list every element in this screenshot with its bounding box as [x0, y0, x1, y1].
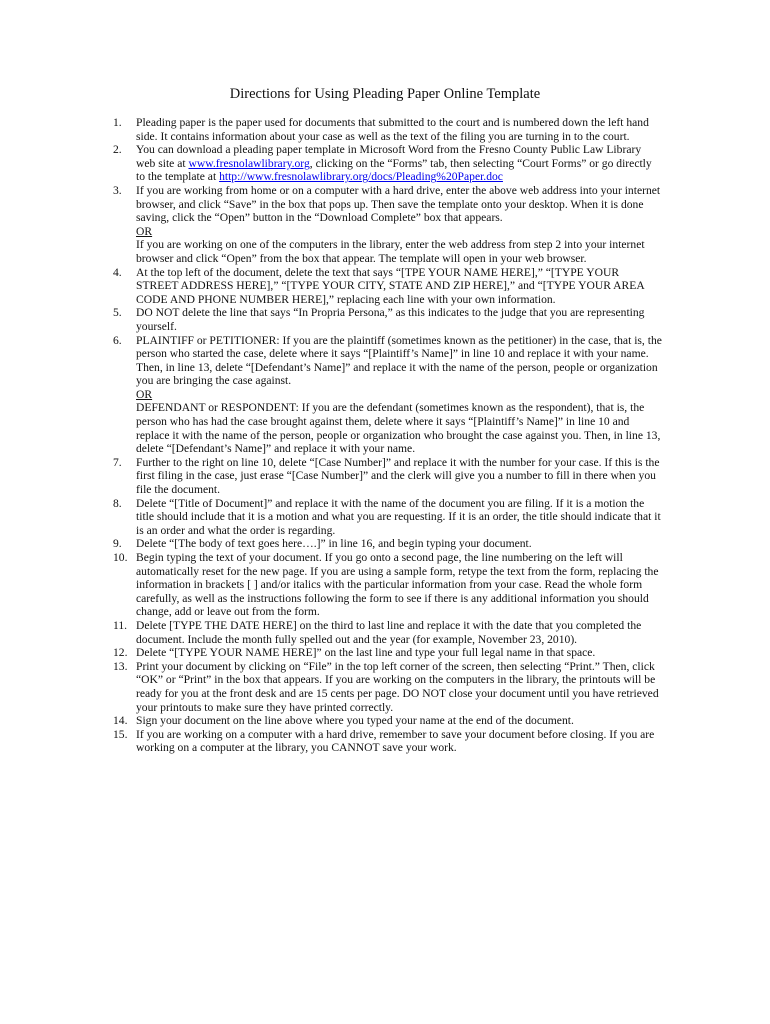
item-number: 2. — [113, 143, 122, 157]
item-number: 13. — [113, 659, 128, 673]
list-item — [113, 714, 663, 728]
item-number: 5. — [113, 306, 122, 320]
item-text: DO NOT delete the line that says “In Propria Persona,” as this indicates to the judge that you are representing yourself. — [136, 306, 645, 333]
item-number: 1. — [113, 116, 122, 129]
list-item — [113, 266, 663, 307]
item-text: Sign your document on the line above where you typed your name at the end of the document. — [136, 714, 574, 728]
list-item — [113, 660, 663, 714]
library-website-link[interactable]: www.fresnolawlibrary.org — [188, 156, 310, 170]
item-text: If you are working on a computer with a hard drive, remember to save your document before closing. If you are working on a computer at the library, you CANNOT save your work. — [136, 727, 655, 755]
list-item — [113, 646, 663, 660]
or-separator: OR — [136, 387, 153, 401]
directions-list — [113, 116, 663, 755]
item-number: 3. — [113, 183, 122, 197]
template-download-link[interactable]: http://www.fresnolawlibrary.org/docs/Pleading%20Paper.doc — [219, 170, 503, 184]
list-item — [113, 551, 663, 619]
item-text-alternative: DEFENDANT or RESPONDENT: If you are the defendant (sometimes known as the respondent), that is, the person who has had the case brought against them, delete where it says “[Plaintiff’s Name]” in line 10 and replace it with the name of the person, people or organization who brought the case against you. Then, in line 13, delete “[Defendant’s Name]” and replace it with your name. — [136, 401, 661, 456]
item-number: 4. — [113, 265, 122, 279]
list-item — [113, 619, 663, 646]
list-item — [113, 537, 663, 551]
item-text: Delete “[TYPE YOUR NAME HERE]” on the last line and type your full legal name in that space. — [136, 646, 596, 660]
list-item — [113, 456, 663, 497]
item-number: 12. — [113, 646, 128, 660]
item-text — [136, 143, 663, 184]
item-number: 7. — [113, 455, 122, 469]
list-item — [113, 306, 663, 333]
item-text: Delete “[The body of text goes here….]” in line 16, and begin typing your document. — [136, 537, 532, 551]
item-text-alternative: If you are working on one of the computers in the library, enter the web address from step 2 into your internet browser and click “Open” from the box that appear. The template will open in your web browser. — [136, 238, 645, 265]
item-text: Further to the right on line 10, delete “[Case Number]” and replace it with the number for your case. If this is the first filing in the case, just erase “[Case Number]” and the clerk will give you a number to fill in there when you file the document. — [136, 455, 660, 497]
or-separator: OR — [136, 224, 153, 238]
item-text: Delete “[Title of Document]” and replace it with the name of the document you are filing. If it is a motion the title should include that it is a motion and what you are requesting. If it is an order, the title should indicate that it is an order and what the order is regarding. — [136, 496, 661, 537]
item-text-pre: You can download a pleading paper template in Microsoft Word from the Fresno County Public Law Library web site at — [136, 143, 642, 170]
item-number: 11. — [113, 618, 128, 632]
item-text: PLAINTIFF or PETITIONER: If you are the plaintiff (sometimes known as the petitioner) in the case, that is, the person who started the case, delete where it says “[Plaintiff’s Name]” in line 10 and replace it with your name. Then, in line 13, delete “[Defendant’s Name]” and replace it with the name of the person, people or organization you are bringing the case against. — [136, 333, 662, 388]
item-text: Begin typing the text of your document. If you go onto a second page, the line numbering on the left will automatically reset for the new page. If you are using a sample form, retype the text from the form, replacing the information in brackets [ ] and/or italics with the particular information from your case. Read the whole form carefully, as well as the instructions following the form to see if there is any additional information you should change, add or leave out from the form. — [136, 551, 659, 619]
document-title: Directions for Using Pleading Paper Online Template — [229, 86, 541, 102]
item-number: 15. — [113, 727, 128, 741]
list-item — [113, 334, 663, 456]
item-text: Pleading paper is the paper used for documents that submitted to the court and is numbered down the left hand side. It contains information about your case as well as the text of the filing you are turning in to the court. — [136, 116, 649, 143]
list-item — [113, 143, 663, 184]
item-text-mid: , clicking on the “Forms” tab, then selecting “Court Forms” or go directly to the template at — [136, 156, 652, 184]
item-text: If you are working from home or on a computer with a hard drive, enter the above web address into your internet browser, and click “Save” in the box that pops up. Then save the template onto your desktop. When it is done saving, click the “Open” button in the “Download Complete” box that appears. — [136, 183, 661, 225]
item-text: At the top left of the document, delete the text that says “[TPE YOUR NAME HERE],” “[TYPE YOUR STREET ADDRESS HERE],” “[TYPE YOUR CITY, STATE AND ZIP HERE],” and “[TYPE YOUR AREA CODE AND PHONE NUMBER HERE],” replacing each line with your own information. — [136, 265, 645, 306]
item-number: 10. — [113, 551, 128, 564]
item-number: 6. — [113, 333, 122, 347]
item-number: 14. — [113, 714, 128, 728]
item-text: Print your document by clicking on “File” in the top left corner of the screen, then selecting “Print.” Then, click “OK” or “Print” in the box that appears. If you are working on the computers in the library, the printouts will be ready for you at the front desk and are 15 cents per page. DO NOT close your document until you have retrieved your printouts to make sure they have printed correctly. — [136, 659, 659, 714]
list-item — [113, 116, 663, 143]
item-number: 9. — [113, 537, 122, 551]
list-item — [113, 184, 663, 266]
item-number: 8. — [113, 496, 122, 510]
list-item — [113, 728, 663, 755]
item-text: Delete [TYPE THE DATE HERE] on the third to last line and replace it with the date that you completed the document. Include the month fully spelled out and the year (for example, November 23, 2010). — [136, 618, 642, 646]
list-item — [113, 497, 663, 538]
